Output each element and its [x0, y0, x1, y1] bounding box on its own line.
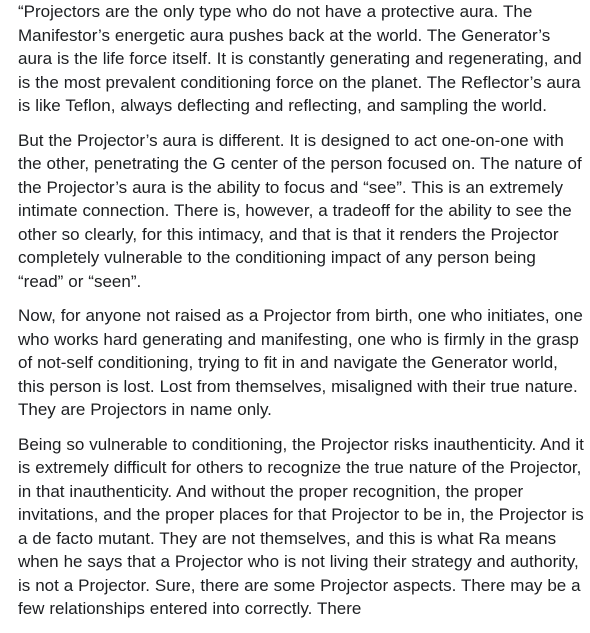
paragraph: Now, for anyone not raised as a Projector from birth, one who initiates, one who works hard generating and manifesting, one who is firmly in the grasp of not-self conditioning, trying to fit in and navigate the Generator world, this person is lost. Lost from themselves, misaligned with their true nature. They are Projectors in name only. — [18, 306, 583, 419]
post-text — [18, 0, 584, 632]
paragraph: “Projectors are the only type who do not have a protective aura. The Manifestor’s energetic aura pushes back at the world. The Generator’s aura is the life force itself. It is constantly generating and regenerating, and is the most prevalent conditioning force on the planet. The Reflector’s aura is like Teflon, always deflecting and reflecting, and sampling the world. — [18, 2, 582, 115]
paragraph: But the Projector’s aura is different. It is designed to act one-on-one with the other, penetrating the G center of the person focused on. The nature of the Projector’s aura is the ability to focus and “see”. This is an extremely intimate connection. There is, however, a tradeoff for the ability to see the other so clearly, for this intimacy, and that is that it renders the Projector completely vulnerable to the conditioning impact of any person being “read” or “seen”. — [18, 130, 582, 291]
paragraph: Being so vulnerable to conditioning, the Projector risks inauthenticity. And it is extremely difficult for others to recognize the true nature of the Projector, in that inauthenticity. And without the proper recognition, the proper invitations, and the proper places for that Projector to be in, the Projector is a de facto mutant. They are not themselves, and this is what Ra means when he says that a Projector who is not living their strategy and authority, is not a Projector. Sure, there are some Projector aspects. There may be a few relationships entered into correctly. There — [18, 434, 584, 618]
